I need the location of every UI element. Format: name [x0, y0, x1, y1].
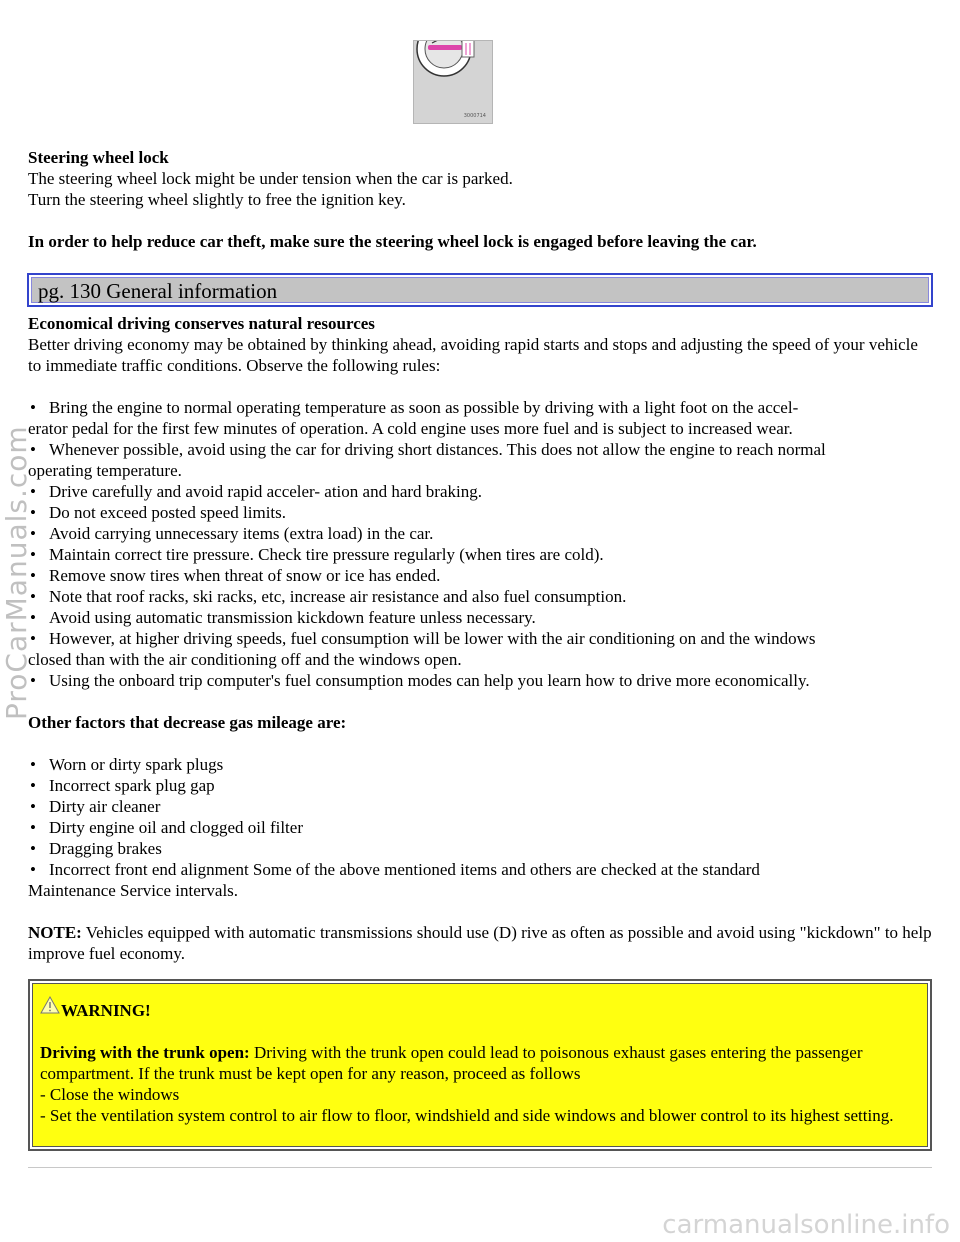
- note-text: Vehicles equipped with automatic transmissions should use (D) rive as often as possible and avoid using "kickdown" to help improve fuel economy.: [28, 923, 932, 963]
- section-header-title: pg. 130 General information: [31, 277, 929, 303]
- economy-rules-list: [28, 397, 932, 691]
- list-item: • Dragging brakes: [28, 838, 932, 859]
- economy-intro: Better driving economy may be obtained by thinking ahead, avoiding rapid starts and stops and adjusting the speed of your vehicle to immediate traffic conditions. Observe the following rules:: [28, 335, 918, 375]
- watermark-left: ProCarManuals.com: [0, 425, 33, 720]
- list-item: • Avoid carrying unnecessary items (extra load) in the car.: [28, 523, 932, 544]
- note-paragraph: [28, 922, 932, 964]
- note-label: NOTE:: [28, 923, 82, 942]
- factors-list: [28, 754, 932, 901]
- figure-id: 3000714: [463, 113, 486, 119]
- economy-title: Economical driving conserves natural resources: [28, 314, 375, 333]
- list-item: • Dirty engine oil and clogged oil filter: [28, 817, 932, 838]
- ignition-key-illustration: [414, 41, 493, 124]
- section-header: [27, 273, 933, 307]
- watermark-bottom-right: carmanualsonline.info: [662, 1210, 950, 1240]
- steering-lock-figure: [413, 40, 493, 124]
- steering-lock-line-1: The steering wheel lock might be under tension when the car is parked.: [28, 169, 513, 188]
- list-item: • Worn or dirty spark plugs: [28, 754, 932, 775]
- warning-step-2: - Set the ventilation system control to air flow to floor, windshield and side windows and blower control to its highest setting.: [40, 1106, 894, 1125]
- list-item: • Incorrect front end alignment Some of the above mentioned items and others are checked at the standard Maintenance Service intervals.: [28, 859, 932, 901]
- warning-text: Driving with the trunk open could lead to poisonous exhaust gases entering the passenger compartment. If the trunk must be kept open for any reason, proceed as follows: [40, 1043, 863, 1083]
- list-item: • Maintain correct tire pressure. Check tire pressure regularly (when tires are cold).: [28, 544, 932, 565]
- warning-lead: Driving with the trunk open:: [40, 1043, 250, 1062]
- warning-title: WARNING!: [61, 1001, 151, 1020]
- steering-lock-title: Steering wheel lock: [28, 148, 169, 167]
- warning-content: [32, 983, 928, 1147]
- list-item: • However, at higher driving speeds, fuel consumption will be lower with the air conditioning on and the windows closed than with the air conditioning off and the windows open.: [28, 628, 932, 670]
- warning-triangle-icon: [40, 996, 60, 1014]
- list-item: • Remove snow tires when threat of snow or ice has ended.: [28, 565, 932, 586]
- warning-header: [40, 996, 920, 1021]
- warning-paragraph: [40, 1042, 920, 1084]
- steering-lock-line-2: Turn the steering wheel slightly to free the ignition key.: [28, 190, 406, 209]
- page-divider: [28, 1167, 932, 1168]
- list-item: • Note that roof racks, ski racks, etc, increase air resistance and also fuel consumption.: [28, 586, 932, 607]
- list-item: • Avoid using automatic transmission kickdown feature unless necessary.: [28, 607, 932, 628]
- theft-warning-text: In order to help reduce car theft, make sure the steering wheel lock is engaged before leaving the car.: [28, 232, 757, 251]
- list-item: • Incorrect spark plug gap: [28, 775, 932, 796]
- list-item: • Do not exceed posted speed limits.: [28, 502, 932, 523]
- factors-title: Other factors that decrease gas mileage are:: [28, 713, 347, 732]
- list-item: • Whenever possible, avoid using the car for driving short distances. This does not allow the engine to reach normal operating temperature.: [28, 439, 932, 481]
- economy-section: [28, 313, 932, 964]
- list-item: • Using the onboard trip computer's fuel consumption modes can help you learn how to drive more economically.: [28, 670, 932, 691]
- warning-box: [28, 979, 932, 1151]
- list-item: • Drive carefully and avoid rapid acceler- ation and hard braking.: [28, 481, 932, 502]
- list-item: • Dirty air cleaner: [28, 796, 932, 817]
- steering-lock-section: [28, 147, 932, 252]
- warning-step-1: - Close the windows: [40, 1085, 180, 1104]
- list-item: • Bring the engine to normal operating temperature as soon as possible by driving with a light foot on the accel- erator pedal for the first few minutes of operation. A cold engine uses more fuel and is subject to increased wear.: [28, 397, 932, 439]
